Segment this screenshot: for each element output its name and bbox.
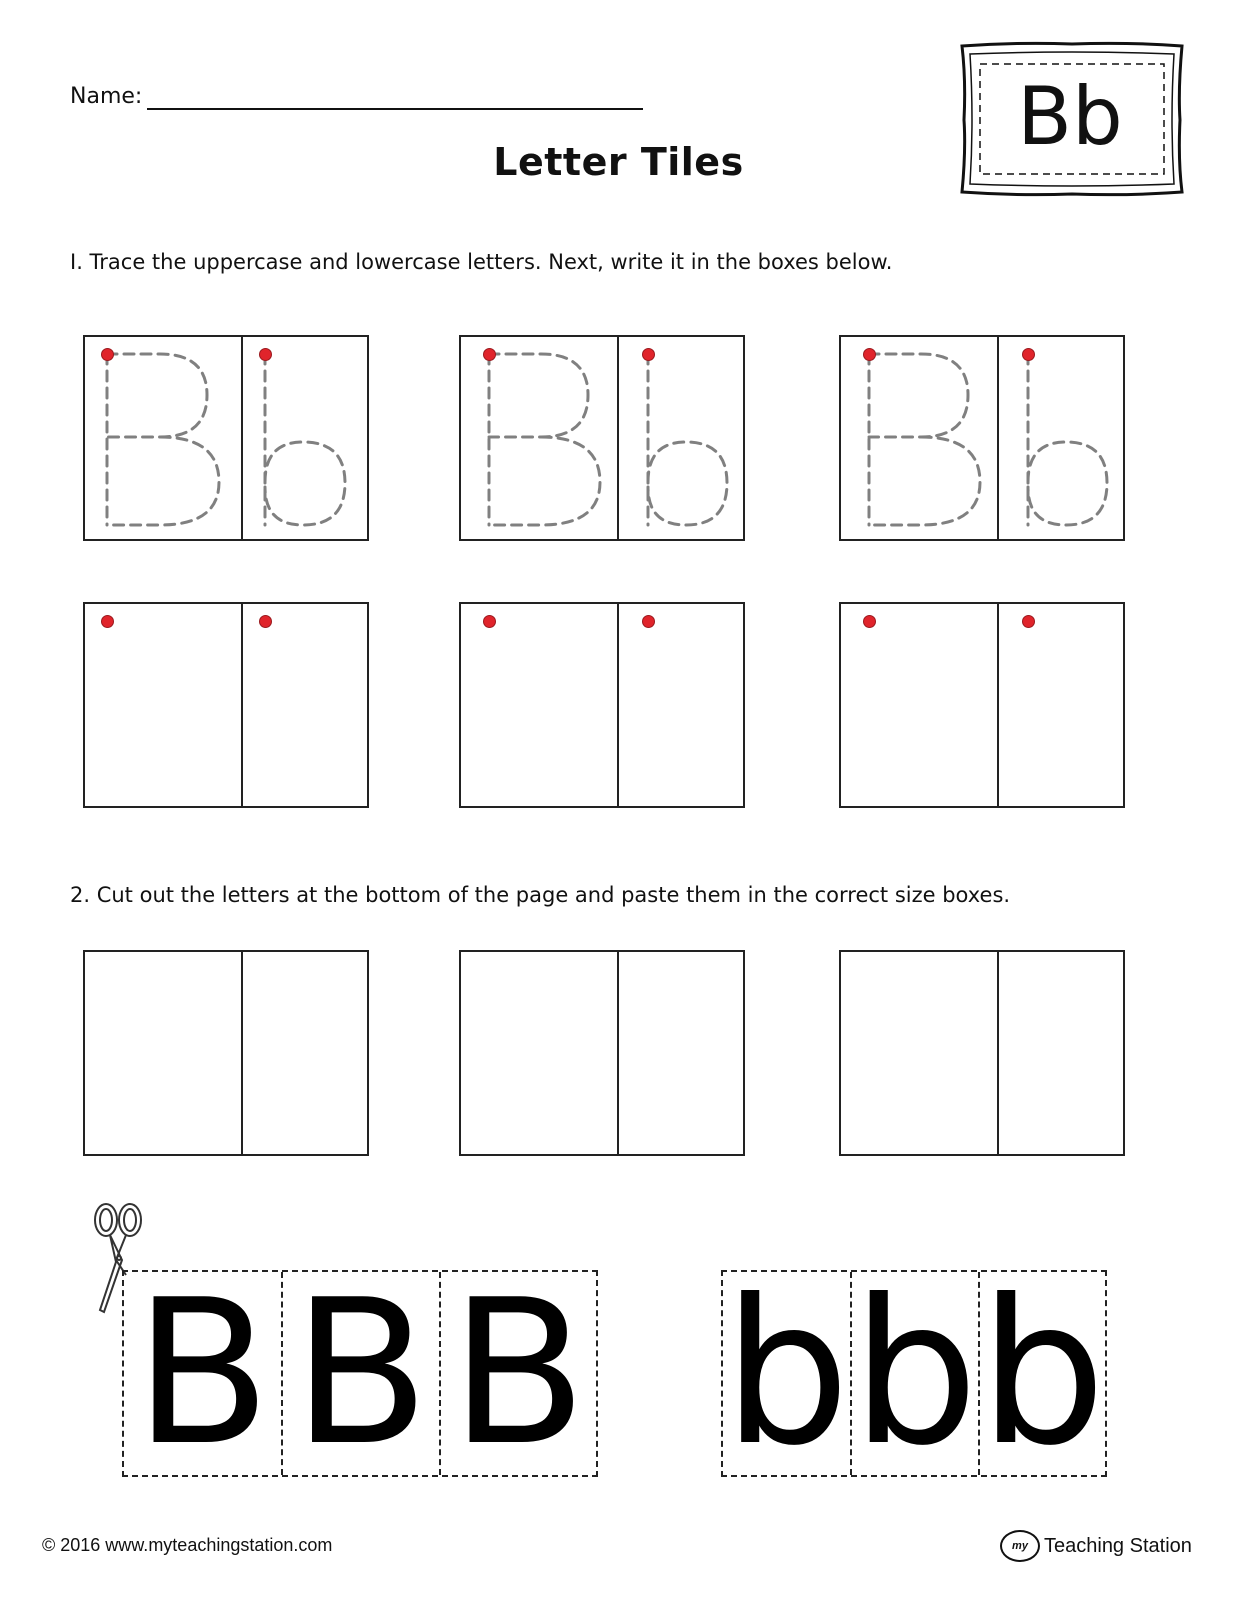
trace-letters-Bb[interactable]	[461, 337, 747, 543]
paste-tile[interactable]	[459, 950, 745, 1156]
cutout-letter: B	[449, 1256, 588, 1490]
uppercase-cutout-strip	[122, 1256, 598, 1490]
copyright-text: © 2016 www.myteachingstation.com	[42, 1535, 333, 1555]
cutout-letter: b	[979, 1256, 1106, 1490]
write-tile[interactable]	[839, 602, 1125, 808]
cutout-tile[interactable]	[124, 1256, 283, 1490]
start-dot	[483, 615, 496, 628]
cutout-letter: B	[133, 1256, 272, 1490]
cutout-tile[interactable]	[723, 1256, 852, 1490]
cutout-letter: b	[851, 1256, 979, 1490]
write-tile[interactable]	[83, 602, 369, 808]
cutout-letter: B	[292, 1256, 430, 1490]
start-dot	[642, 615, 655, 628]
start-dot	[863, 615, 876, 628]
name-label: Name:	[70, 84, 143, 109]
page-title: Letter Tiles	[493, 140, 744, 184]
badge-letters: Bb	[1017, 70, 1123, 163]
cutout-tile[interactable]	[979, 1256, 1106, 1490]
start-dot	[642, 348, 655, 361]
tile-divider	[617, 952, 619, 1154]
brand-logo	[1000, 1530, 1192, 1562]
instruction-step-1: I. Trace the uppercase and lowercase letters. Next, write it in the boxes below.	[70, 250, 893, 274]
cutout-tile[interactable]	[283, 1256, 441, 1490]
tile-divider	[997, 952, 999, 1154]
tile-divider	[241, 604, 243, 806]
tile-divider	[617, 604, 619, 806]
cutout-tile[interactable]	[851, 1256, 980, 1490]
write-tile[interactable]	[459, 602, 745, 808]
name-line[interactable]	[147, 108, 643, 110]
trace-letters-Bb[interactable]	[841, 337, 1127, 543]
tile-divider	[997, 604, 999, 806]
paste-tile[interactable]	[839, 950, 1125, 1156]
start-dot	[259, 348, 272, 361]
cutout-tile[interactable]	[441, 1256, 596, 1490]
cutout-letter: b	[723, 1256, 850, 1490]
logo-mark: my	[1000, 1530, 1040, 1562]
trace-tile[interactable]	[459, 335, 745, 541]
paste-tile[interactable]	[83, 950, 369, 1156]
start-dot	[863, 348, 876, 361]
start-dot	[259, 615, 272, 628]
instruction-step-2: 2. Cut out the letters at the bottom of the page and paste them in the correct size boxes.	[70, 883, 1011, 907]
start-dot	[1022, 615, 1035, 628]
logo-text: Teaching Station	[1044, 1534, 1192, 1557]
start-dot	[483, 348, 496, 361]
lowercase-cutout-strip	[721, 1256, 1107, 1490]
start-dot	[101, 348, 114, 361]
start-dot	[101, 615, 114, 628]
tile-divider	[241, 952, 243, 1154]
trace-tile[interactable]	[839, 335, 1125, 541]
trace-tile[interactable]	[83, 335, 369, 541]
start-dot	[1022, 348, 1035, 361]
trace-letters-Bb[interactable]	[85, 337, 371, 543]
